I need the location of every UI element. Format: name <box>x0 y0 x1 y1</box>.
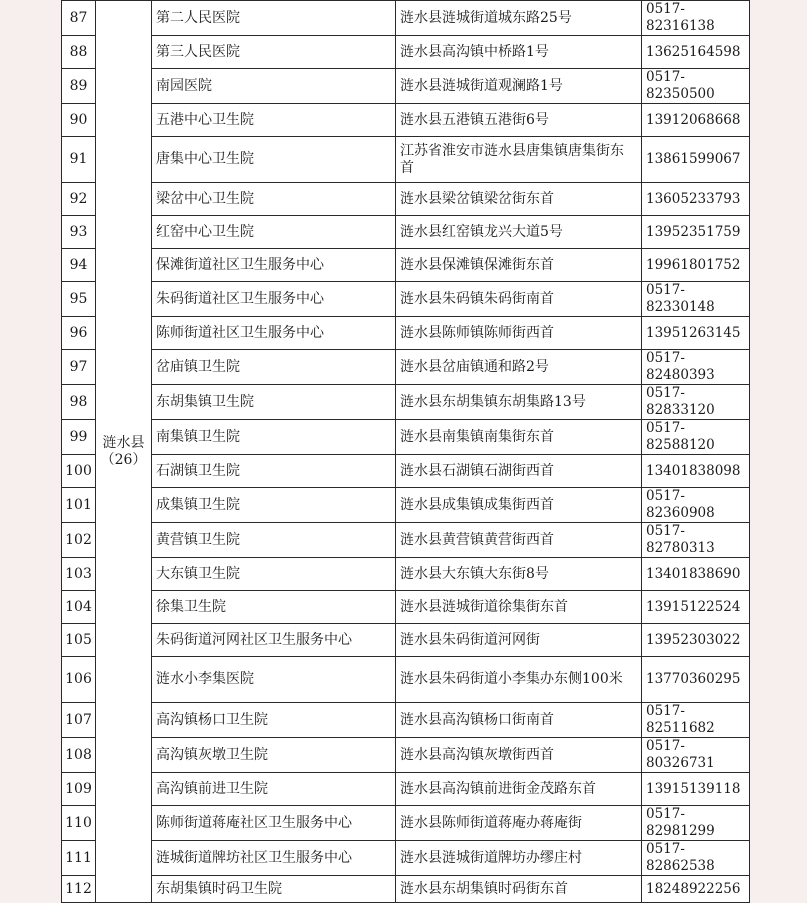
row-number: 95 <box>62 282 96 317</box>
row-number: 102 <box>62 523 96 558</box>
row-number: 106 <box>62 657 96 703</box>
institution-phone: 13605233793 <box>642 183 750 216</box>
institution-phone: 0517-82360908 <box>642 488 750 523</box>
institution-address: 涟水县岔庙镇通和路2号 <box>396 350 642 385</box>
table-row <box>62 183 750 216</box>
institution-phone: 19961801752 <box>642 249 750 282</box>
row-number: 103 <box>62 558 96 591</box>
institution-phone: 13951263145 <box>642 317 750 350</box>
county-cell <box>96 1 152 903</box>
institution-name: 五港中心卫生院 <box>152 104 396 137</box>
institution-phone: 13912068668 <box>642 104 750 137</box>
row-number: 101 <box>62 488 96 523</box>
institution-name: 朱码街道社区卫生服务中心 <box>152 282 396 317</box>
institution-phone: 0517-82316138 <box>642 1 750 36</box>
row-number: 90 <box>62 104 96 137</box>
county-name: 涟水县 <box>102 434 145 451</box>
row-number: 105 <box>62 624 96 657</box>
row-number: 112 <box>62 876 96 903</box>
institution-address: 涟水县涟城街道城东路25号 <box>396 1 642 36</box>
institution-phone: 0517-82480393 <box>642 350 750 385</box>
table-row <box>62 558 750 591</box>
row-number: 111 <box>62 841 96 876</box>
institution-phone: 0517-82330148 <box>642 282 750 317</box>
institution-phone: 0517-82981299 <box>642 806 750 841</box>
table-row <box>62 249 750 282</box>
institution-name: 唐集中心卫生院 <box>152 137 396 183</box>
institution-phone: 13952303022 <box>642 624 750 657</box>
institution-name: 梁岔中心卫生院 <box>152 183 396 216</box>
row-number: 93 <box>62 216 96 249</box>
institution-phone: 13401838098 <box>642 455 750 488</box>
institution-phone: 13770360295 <box>642 657 750 703</box>
institution-name: 第三人民医院 <box>152 36 396 69</box>
institution-name: 徐集卫生院 <box>152 591 396 624</box>
table-row <box>62 806 750 841</box>
institution-address: 涟水县东胡集镇东胡集路13号 <box>396 385 642 420</box>
table-row <box>62 1 750 36</box>
table-row <box>62 624 750 657</box>
institution-name: 朱码街道河网社区卫生服务中心 <box>152 624 396 657</box>
table-row <box>62 703 750 738</box>
institution-phone: 13915139118 <box>642 773 750 806</box>
row-number: 91 <box>62 137 96 183</box>
row-number: 92 <box>62 183 96 216</box>
institution-address: 涟水县保滩镇保滩街东首 <box>396 249 642 282</box>
row-number: 94 <box>62 249 96 282</box>
institution-name: 南园医院 <box>152 69 396 104</box>
institution-address: 涟水县南集镇南集街东首 <box>396 420 642 455</box>
row-number: 98 <box>62 385 96 420</box>
table-row <box>62 523 750 558</box>
institution-phone: 18248922256 <box>642 876 750 903</box>
institution-phone: 13861599067 <box>642 137 750 183</box>
row-number: 88 <box>62 36 96 69</box>
institution-name: 大东镇卫生院 <box>152 558 396 591</box>
institution-address: 涟水县涟城街道观澜路1号 <box>396 69 642 104</box>
table-row <box>62 385 750 420</box>
institution-name: 南集镇卫生院 <box>152 420 396 455</box>
institution-name: 涟城街道牌坊社区卫生服务中心 <box>152 841 396 876</box>
institution-phone: 0517-82350500 <box>642 69 750 104</box>
institution-phone: 13915122524 <box>642 591 750 624</box>
institution-address: 涟水县高沟镇杨口街南首 <box>396 703 642 738</box>
institution-address: 涟水县黄营镇黄营街西首 <box>396 523 642 558</box>
institution-phone: 0517-82511682 <box>642 703 750 738</box>
institution-address: 涟水县五港镇五港街6号 <box>396 104 642 137</box>
table-row <box>62 876 750 903</box>
institution-address: 涟水县红窑镇龙兴大道5号 <box>396 216 642 249</box>
institution-address: 涟水县高沟镇中桥路1号 <box>396 36 642 69</box>
institution-name: 黄营镇卫生院 <box>152 523 396 558</box>
institution-name: 保滩街道社区卫生服务中心 <box>152 249 396 282</box>
institution-name: 高沟镇前进卫生院 <box>152 773 396 806</box>
row-number: 96 <box>62 317 96 350</box>
institution-name: 涟水小李集医院 <box>152 657 396 703</box>
table-row <box>62 36 750 69</box>
table-row <box>62 657 750 703</box>
institution-address: 涟水县大东镇大东街8号 <box>396 558 642 591</box>
institution-name: 陈师街道社区卫生服务中心 <box>152 317 396 350</box>
institution-phone: 13625164598 <box>642 36 750 69</box>
institution-address: 涟水县石湖镇石湖街西首 <box>396 455 642 488</box>
row-number: 108 <box>62 738 96 773</box>
row-number: 89 <box>62 69 96 104</box>
table-row <box>62 282 750 317</box>
institution-phone: 0517-82780313 <box>642 523 750 558</box>
hospital-table <box>61 0 750 903</box>
row-number: 97 <box>62 350 96 385</box>
institution-name: 高沟镇杨口卫生院 <box>152 703 396 738</box>
row-number: 109 <box>62 773 96 806</box>
institution-address: 涟水县东胡集镇时码街东首 <box>396 876 642 903</box>
institution-address: 涟水县朱码街道小李集办东侧100米 <box>396 657 642 703</box>
institution-phone: 0517-82588120 <box>642 420 750 455</box>
institution-name: 第二人民医院 <box>152 1 396 36</box>
table-row <box>62 455 750 488</box>
table-row <box>62 104 750 137</box>
table-row <box>62 137 750 183</box>
institution-address: 涟水县朱码镇朱码街南首 <box>396 282 642 317</box>
institution-phone: 0517-82862538 <box>642 841 750 876</box>
institution-address: 涟水县梁岔镇梁岔街东首 <box>396 183 642 216</box>
institution-address: 涟水县朱码街道河网街 <box>396 624 642 657</box>
table-row <box>62 773 750 806</box>
institution-address: 涟水县涟城街道牌坊办缪庄村 <box>396 841 642 876</box>
institution-name: 东胡集镇时码卫生院 <box>152 876 396 903</box>
row-number: 104 <box>62 591 96 624</box>
institution-phone: 13952351759 <box>642 216 750 249</box>
row-number: 110 <box>62 806 96 841</box>
institution-phone: 13401838690 <box>642 558 750 591</box>
row-number: 87 <box>62 1 96 36</box>
table-row <box>62 317 750 350</box>
table-row <box>62 488 750 523</box>
table-body <box>62 1 750 903</box>
institution-address: 涟水县高沟镇前进街金茂路东首 <box>396 773 642 806</box>
institution-name: 高沟镇灰墩卫生院 <box>152 738 396 773</box>
table-row <box>62 420 750 455</box>
table-row <box>62 350 750 385</box>
institution-name: 陈师街道蒋庵社区卫生服务中心 <box>152 806 396 841</box>
table-row <box>62 738 750 773</box>
row-number: 107 <box>62 703 96 738</box>
institution-phone: 0517-82833120 <box>642 385 750 420</box>
table-row <box>62 216 750 249</box>
table-row <box>62 69 750 104</box>
table-row <box>62 841 750 876</box>
institution-name: 岔庙镇卫生院 <box>152 350 396 385</box>
institution-address: 涟水县成集镇成集街西首 <box>396 488 642 523</box>
county-count: （26） <box>100 451 147 468</box>
institution-address: 涟水县陈师镇陈师街西首 <box>396 317 642 350</box>
row-number: 100 <box>62 455 96 488</box>
institution-address: 涟水县高沟镇灰墩街西首 <box>396 738 642 773</box>
institution-phone: 0517-80326731 <box>642 738 750 773</box>
institution-name: 成集镇卫生院 <box>152 488 396 523</box>
table-row <box>62 591 750 624</box>
row-number: 99 <box>62 420 96 455</box>
institution-address: 江苏省淮安市涟水县唐集镇唐集街东首 <box>396 137 642 183</box>
institution-name: 红窑中心卫生院 <box>152 216 396 249</box>
institution-address: 涟水县涟城街道徐集街东首 <box>396 591 642 624</box>
institution-name: 石湖镇卫生院 <box>152 455 396 488</box>
institution-name: 东胡集镇卫生院 <box>152 385 396 420</box>
institution-address: 涟水县陈师街道蒋庵办蒋庵街 <box>396 806 642 841</box>
